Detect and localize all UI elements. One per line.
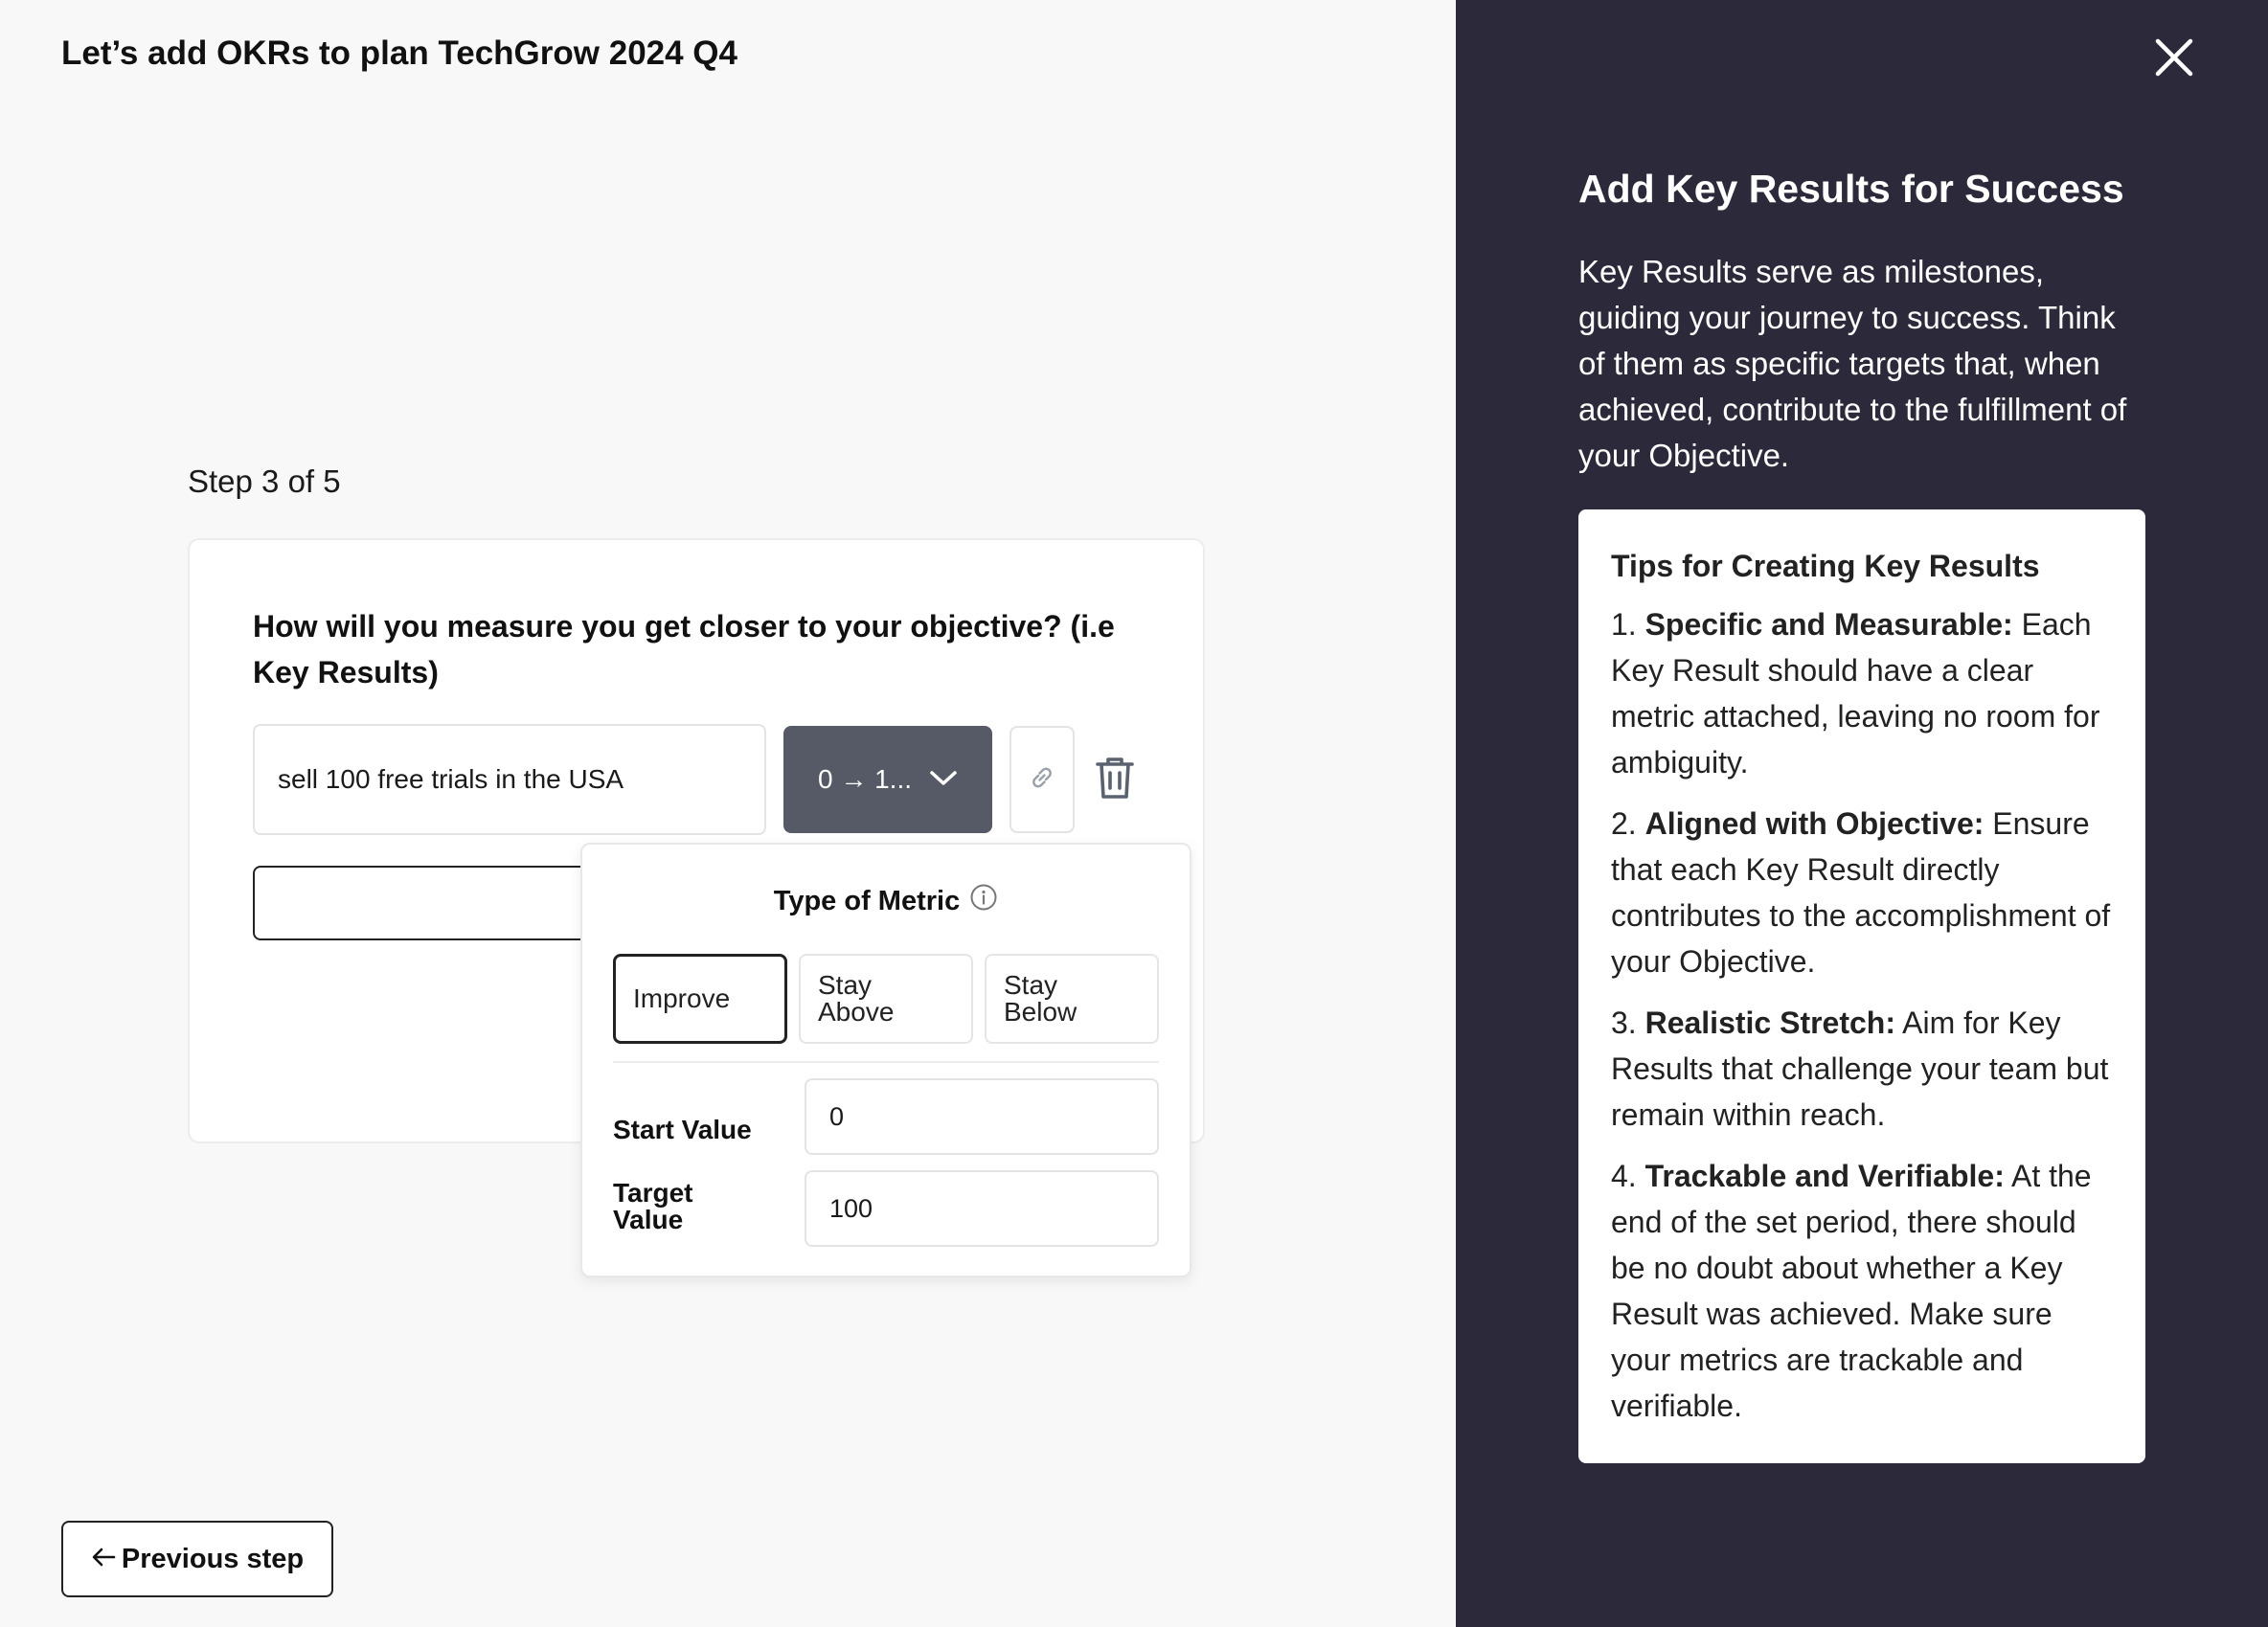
metric-type-button[interactable] <box>783 726 992 833</box>
metric-option-label: Stay Below <box>1004 970 1077 1027</box>
previous-step-label: Previous step <box>121 1543 305 1574</box>
metric-option-stay-above[interactable] <box>799 954 973 1044</box>
close-button[interactable] <box>2153 36 2199 84</box>
metric-option-label: Stay Above <box>818 970 895 1027</box>
popover-divider <box>613 1061 1159 1063</box>
tip-item <box>1611 1153 2113 1429</box>
tip-number: 1. <box>1611 607 1637 642</box>
start-value-label: Start Value <box>613 1115 752 1144</box>
tip-number: 4. <box>1611 1159 1637 1193</box>
tip-title: Aligned with Objective: <box>1644 806 1984 841</box>
tip-text: Each Key Result should have a clear metric attached, leaving no room for ambiguity. <box>1611 607 2100 780</box>
metric-button-label: 0 → 1... <box>817 764 913 794</box>
metric-option-stay-below[interactable] <box>985 954 1159 1044</box>
step-indicator: Step 3 of 5 <box>188 463 341 499</box>
page-title: Let’s add OKRs to plan TechGrow 2024 Q4 <box>61 34 737 72</box>
key-result-input[interactable] <box>253 724 766 835</box>
tip-text: Ensure that each Key Result directly contributes to the accomplishment of your Objective. <box>1611 806 2111 979</box>
tip-title: Trackable and Verifiable: <box>1644 1159 2005 1193</box>
side-panel-description: Key Results serve as milestones, guiding your journey to success. Think of them as specific targets that, when achieved, contribute to the fulfillment of your Objective. <box>1578 254 2127 473</box>
tips-title: Tips for Creating Key Results <box>1611 549 2040 583</box>
close-icon <box>2153 66 2195 82</box>
tip-number: 3. <box>1611 1006 1637 1040</box>
chevron-down-icon <box>929 764 958 795</box>
question-heading: How will you measure you get closer to your objective? (i.e Key Results) <box>253 609 1115 689</box>
metric-type-title-row <box>582 883 1190 919</box>
link-icon <box>1027 762 1057 798</box>
metric-option-label: Improve <box>633 983 731 1013</box>
tip-item <box>1611 1000 2113 1138</box>
tip-item <box>1611 601 2113 785</box>
target-value-input[interactable] <box>805 1170 1159 1247</box>
metric-option-improve[interactable] <box>613 954 787 1044</box>
start-value-input[interactable] <box>805 1078 1159 1155</box>
tip-text: At the end of the set period, there should be no doubt about whether a Key Result was achieved. Make sure your metrics are trackable and verifiable. <box>1611 1159 2092 1423</box>
side-panel-title: Add Key Results for Success <box>1578 167 2124 211</box>
metric-type-popover <box>580 843 1191 1277</box>
target-value-label: Target Value <box>613 1178 693 1234</box>
tips-box <box>1578 509 2145 1463</box>
arrow-left-icon <box>91 1544 116 1575</box>
delete-key-result-button[interactable] <box>1088 751 1142 808</box>
tip-number: 2. <box>1611 806 1637 841</box>
previous-step-button[interactable] <box>61 1521 333 1597</box>
metric-type-title: Type of Metric <box>773 885 961 916</box>
tip-item <box>1611 801 2113 984</box>
link-button[interactable] <box>1009 726 1075 833</box>
tip-text: Aim for Key Results that challenge your team but remain within reach. <box>1611 1006 2109 1132</box>
info-icon[interactable] <box>969 883 998 919</box>
tip-title: Realistic Stretch: <box>1644 1006 1895 1040</box>
tip-title: Specific and Measurable: <box>1644 607 2013 642</box>
trash-icon <box>1094 755 1136 805</box>
